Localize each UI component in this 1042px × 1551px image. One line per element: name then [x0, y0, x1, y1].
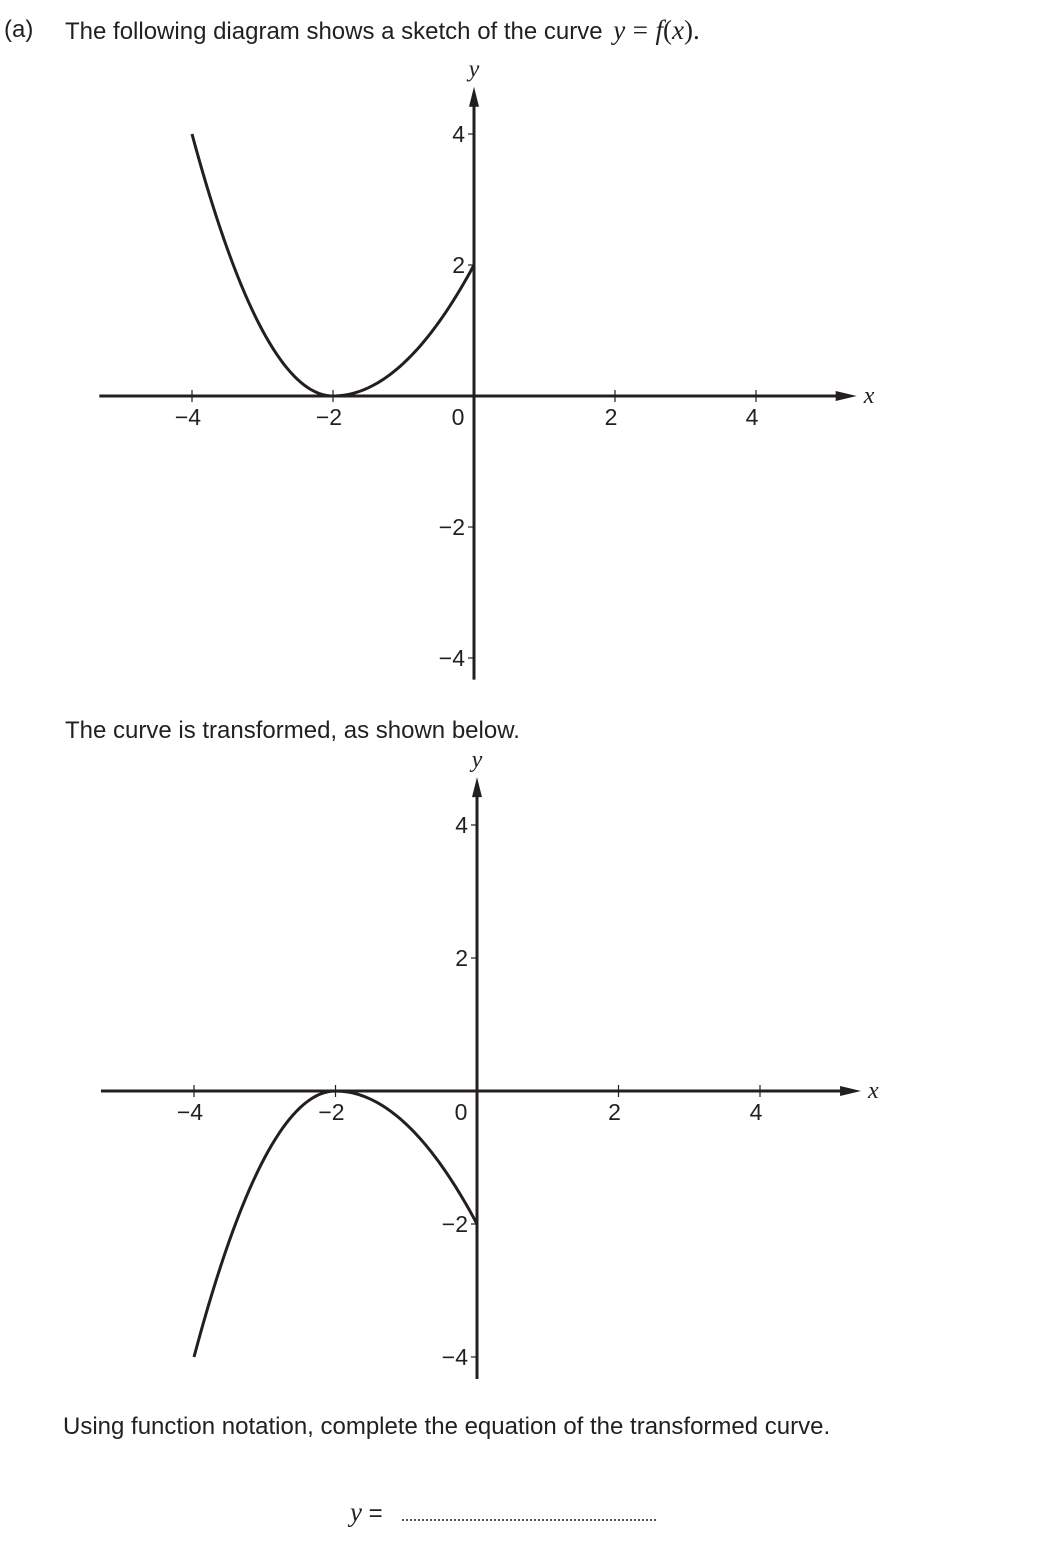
answer-eq: = — [368, 1500, 383, 1527]
x-tick-label: 4 — [749, 1099, 763, 1125]
x-axis-label: x — [868, 1078, 879, 1104]
y-tick-label: 2 — [452, 252, 465, 278]
intro-math-end: . — [693, 15, 700, 45]
y-axis-arrow — [469, 87, 479, 107]
graph-original-curve — [192, 134, 474, 396]
x-tick-label: −4 — [174, 404, 202, 430]
intro-text: The following diagram shows a sketch of the curve — [65, 18, 603, 45]
graph-original-axes — [99, 87, 856, 680]
answer-row — [350, 1497, 383, 1529]
intro-math-close: ) — [684, 15, 694, 45]
intro-math-open: ( — [663, 15, 673, 45]
instruction-text: Using function notation, complete the equation of the transformed curve. — [63, 1413, 831, 1440]
x-tick-label: 2 — [604, 404, 618, 430]
y-tick-label: −2 — [438, 514, 465, 540]
graph-original-labels — [175, 57, 875, 671]
x-axis-arrow — [836, 391, 857, 401]
y-tick-label: 4 — [452, 121, 465, 147]
graph-transformed — [0, 700, 1042, 1400]
intro-math-lhs: y — [613, 15, 626, 45]
answer-blank[interactable] — [402, 1518, 656, 1521]
y-tick-label: 4 — [455, 812, 468, 838]
intro-math-fn: f — [655, 15, 664, 45]
y-axis-label: y — [471, 747, 483, 774]
x-tick-label: −4 — [176, 1099, 204, 1125]
part-label: (a) — [4, 16, 34, 43]
y-tick-label: 2 — [455, 945, 468, 971]
x-tick-label: 2 — [608, 1099, 621, 1125]
intro-math-eq: = — [632, 15, 649, 45]
y-tick-label: −2 — [441, 1211, 468, 1237]
x-tick-label: 0 — [454, 1099, 468, 1125]
transform-text: The curve is transformed, as shown below. — [65, 717, 520, 744]
x-tick-label: 4 — [745, 404, 759, 430]
x-tick-label: −2 — [318, 1099, 345, 1125]
y-tick-label: −4 — [438, 645, 465, 671]
x-axis-label: x — [863, 383, 875, 409]
x-tick-label: 0 — [451, 404, 465, 430]
y-axis-label: y — [468, 56, 480, 83]
graph-transformed-labels — [177, 747, 879, 1370]
x-tick-label: −2 — [315, 404, 343, 430]
graph-original — [0, 0, 1042, 700]
graph-transformed-curve — [194, 1091, 477, 1357]
intro-math-arg: x — [672, 15, 685, 45]
x-axis-arrow — [840, 1086, 861, 1096]
y-tick-label: −4 — [441, 1344, 468, 1370]
y-axis-arrow — [472, 777, 482, 797]
answer-var: y — [350, 1497, 362, 1527]
